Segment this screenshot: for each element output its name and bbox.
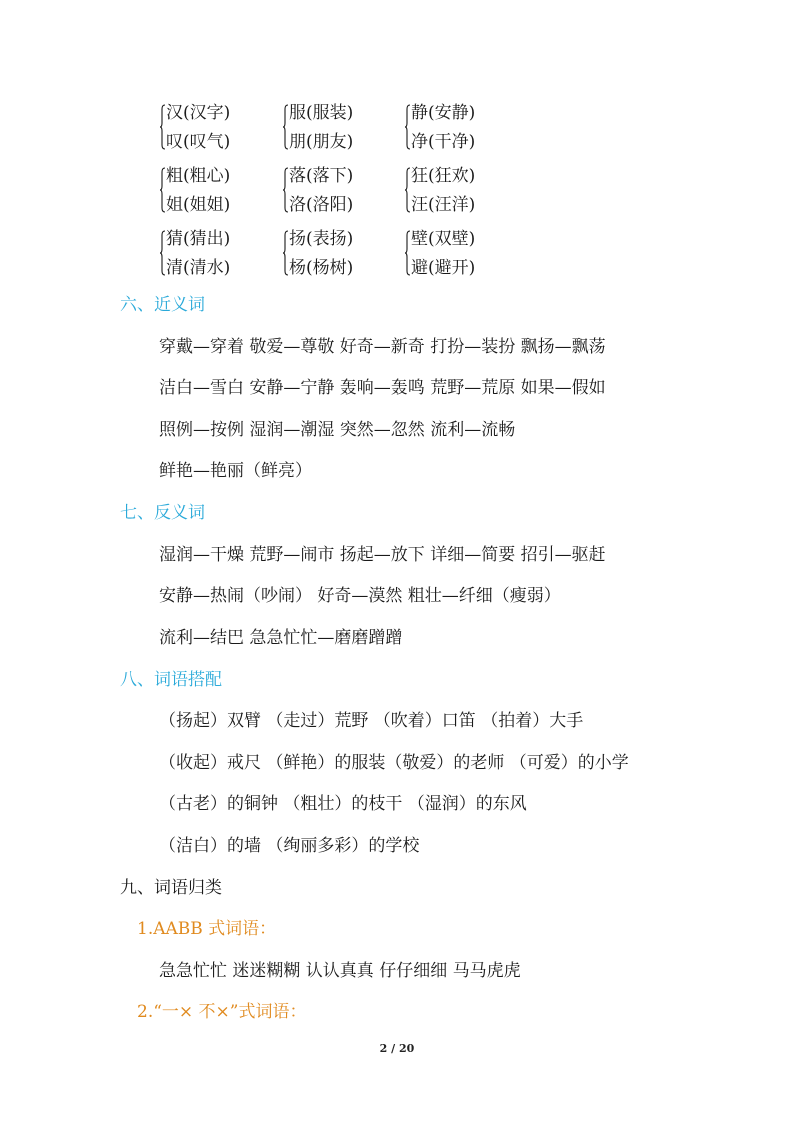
- aabb-word-line: 急急忙忙 迷迷糊糊 认认真真 仔仔细细 马马虎虎: [159, 961, 521, 981]
- collocation-line: （洁白）的墙 （绚丽多彩）的学校: [159, 836, 420, 856]
- antonym-line: 湿润—干燥 荒野—闹市 扬起—放下 详细—简要 招引—驱赶: [159, 545, 606, 565]
- collocation-line: （扬起）双臂 （走过）荒野 （吹着）口笛 （拍着）大手: [159, 711, 584, 731]
- collocation-line: （收起）戒尺 （鲜艳）的服装（敬爱）的老师 （可爱）的小学: [159, 753, 629, 773]
- subheading-yi-bu: 2.“一× 不×”式词语：: [137, 1002, 307, 1022]
- group-word-bottom: 洛(洛阳): [289, 195, 354, 215]
- char-group: [405, 164, 525, 216]
- group-word-bottom: 汪(汪洋): [411, 195, 476, 215]
- brace-row: [160, 227, 660, 279]
- group-word-top: 静(安静): [411, 103, 476, 123]
- brace-row: [160, 164, 660, 216]
- char-group: [405, 101, 525, 153]
- synonym-line: 穿戴—穿着 敬爱—尊敬 好奇—新奇 打扮—装扮 飘扬—飘荡: [159, 337, 606, 357]
- page-number: 2 / 20: [379, 1042, 415, 1055]
- group-word-bottom: 叹(叹气): [166, 132, 231, 152]
- char-group: [160, 164, 280, 216]
- subheading-aabb: 1.AABB 式词语：: [137, 919, 277, 939]
- group-word-top: 服(服装): [289, 103, 354, 123]
- group-word-bottom: 朋(朋友): [289, 132, 354, 152]
- group-word-top: 落(落下): [289, 166, 354, 186]
- char-group: [283, 101, 403, 153]
- group-word-top: 粗(粗心): [166, 166, 231, 186]
- group-word-top: 狂(狂欢): [411, 166, 476, 186]
- section-heading-collocations: 八、词语搭配: [120, 670, 222, 690]
- synonym-line: 照例—按例 湿润—潮湿 突然—忽然 流利—流畅: [159, 420, 516, 440]
- group-word-bottom: 清(清水): [166, 258, 231, 278]
- group-word-bottom: 净(干净): [411, 132, 476, 152]
- char-group: [160, 101, 280, 153]
- group-word-bottom: 杨(杨树): [289, 258, 354, 278]
- section-heading-antonyms: 七、反义词: [120, 503, 205, 523]
- synonym-line: 鲜艳—艳丽（鲜亮）: [159, 461, 312, 481]
- group-word-bottom: 避(避开): [411, 258, 476, 278]
- group-word-top: 扬(表扬): [289, 229, 354, 249]
- group-word-top: 汉(汉字): [166, 103, 231, 123]
- char-group: [283, 164, 403, 216]
- brace-row: [160, 101, 660, 153]
- group-word-bottom: 姐(姐姐): [166, 195, 231, 215]
- group-word-top: 壁(双壁): [411, 229, 476, 249]
- char-group: [160, 227, 280, 279]
- synonym-line: 洁白—雪白 安静—宁静 轰响—轰鸣 荒野—荒原 如果—假如: [159, 378, 606, 398]
- char-group: [405, 227, 525, 279]
- section-heading-synonyms: 六、近义词: [120, 295, 205, 315]
- char-group: [283, 227, 403, 279]
- group-word-top: 猜(猜出): [166, 229, 231, 249]
- section-heading-classification: 九、词语归类: [120, 878, 222, 898]
- antonym-line: 安静—热闹（吵闹） 好奇—漠然 粗壮—纤细（瘦弱）: [159, 586, 561, 606]
- collocation-line: （古老）的铜钟 （粗壮）的枝干 （湿润）的东风: [159, 794, 527, 814]
- antonym-line: 流利—结巴 急急忙忙—磨磨蹭蹭: [159, 628, 403, 648]
